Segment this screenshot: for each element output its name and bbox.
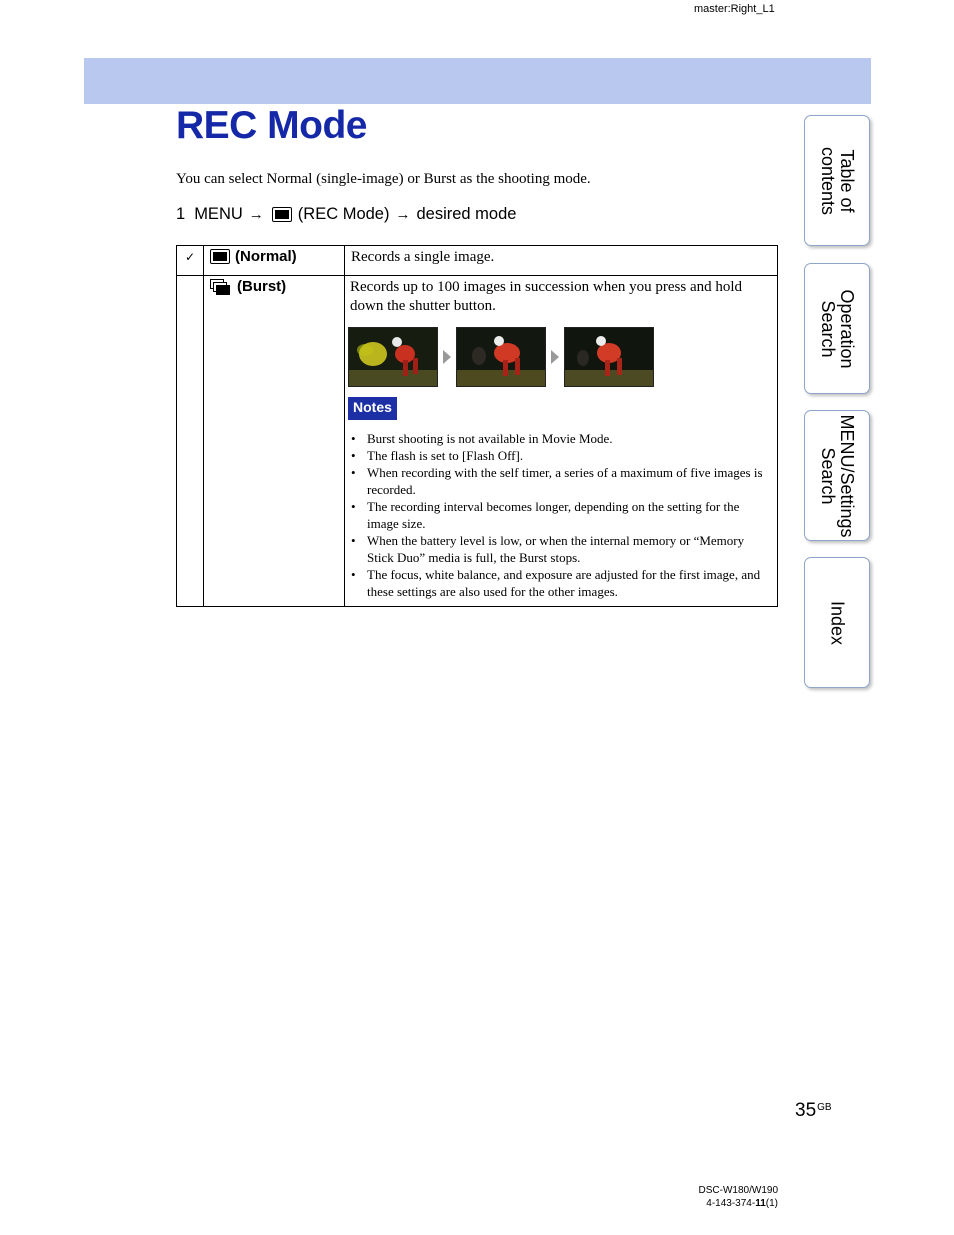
burst-mode-icon: [210, 279, 230, 295]
mode-name-cell: [204, 246, 345, 276]
step-number: 1: [176, 205, 186, 223]
arrow-icon: →: [395, 206, 411, 223]
notes-label: Notes: [348, 397, 397, 420]
page-number-value: 35: [795, 1100, 817, 1121]
page-number: [795, 1100, 832, 1122]
tab-label: MENU/Settings Search: [818, 413, 857, 538]
mode-name: (Burst): [237, 278, 287, 295]
mode-description-cell: [345, 246, 778, 276]
step-rec-mode: (REC Mode): [297, 205, 390, 223]
notes-list: [350, 430, 771, 600]
tab-label: Index: [827, 600, 848, 645]
check-icon: ✓: [184, 250, 196, 264]
burst-photo-sequence: [348, 327, 771, 387]
tab-label: Table of contents: [818, 146, 857, 215]
list-item: • The flash is set to [Flash Off].: [363, 447, 771, 464]
master-label: master:Right_L1: [694, 3, 775, 15]
arrow-icon: →: [248, 206, 264, 223]
list-item: • The focus, white balance, and exposure are adjusted for the first image, and these settings are also used for the other images.: [363, 566, 771, 600]
mode-name: (Normal): [235, 248, 297, 265]
list-item: • Burst shooting is not available in Movie Mode.: [363, 430, 771, 447]
rec-mode-icon: [272, 207, 292, 222]
burst-photo: [456, 327, 546, 387]
tab-label: Operation Search: [818, 288, 857, 369]
table-row: [177, 246, 778, 276]
next-arrow-icon: [551, 350, 559, 364]
mode-description: Records up to 100 images in succession when you press and hold down the shutter button.: [350, 279, 743, 314]
default-mark-cell: [177, 276, 204, 607]
footer-info: [690, 1184, 778, 1210]
list-item: • When recording with the self timer, a series of a maximum of five images is recorded.: [363, 464, 771, 498]
list-item: • The recording interval becomes longer, depending on the setting for the image size.: [363, 498, 771, 532]
mode-description: Records a single image.: [351, 249, 495, 265]
mode-name-cell: [204, 276, 345, 607]
step-desired-mode: desired mode: [416, 205, 517, 223]
tab-table-of-contents[interactable]: [804, 115, 870, 246]
step-instruction: [176, 205, 516, 224]
default-mark-cell: [177, 246, 204, 276]
mode-description-cell: [345, 276, 778, 607]
list-item: • When the battery level is low, or when the internal memory or “Memory Stick Duo” media is full, the Burst stops.: [363, 532, 771, 566]
tab-menu-settings-search[interactable]: [804, 410, 870, 541]
normal-mode-icon: [210, 249, 230, 264]
header-band: [84, 58, 871, 104]
document-code: 4-143-374-11(1): [706, 1198, 778, 1209]
mode-table: [176, 245, 778, 607]
table-row: [177, 276, 778, 607]
intro-text: You can select Normal (single-image) or Burst as the shooting mode.: [176, 171, 591, 187]
step-menu: MENU: [194, 205, 243, 223]
page-title: REC Mode: [176, 104, 367, 147]
page-number-suffix: GB: [817, 1102, 832, 1113]
burst-photo: [348, 327, 438, 387]
tab-index[interactable]: [804, 557, 870, 688]
model-number: DSC-W180/W190: [698, 1185, 778, 1196]
next-arrow-icon: [443, 350, 451, 364]
tab-operation-search[interactable]: [804, 263, 870, 394]
burst-photo: [564, 327, 654, 387]
